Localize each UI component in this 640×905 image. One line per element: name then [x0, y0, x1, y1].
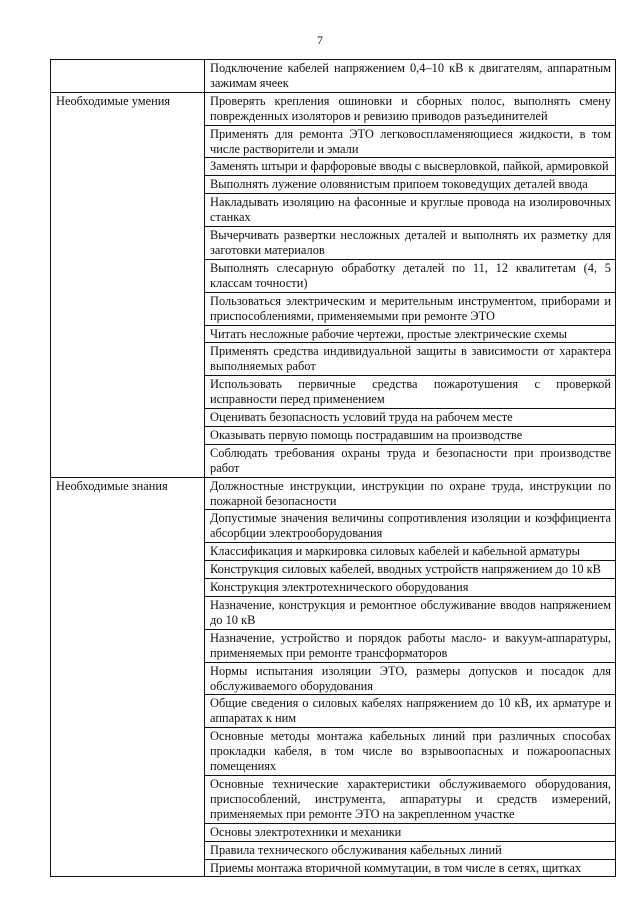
list-item: Применять для ремонта ЭТО легковоспламеняющиеся жидкости, в том числе растворители и эмали	[205, 126, 615, 159]
list-item: Пользоваться электрическим и мерительным инструментом, приборами и приспособлениями, применяемыми при ремонте ЭТО	[205, 293, 615, 326]
list-item: Накладывать изоляцию на фасонные и круглые провода на изолировочных станках	[205, 194, 615, 227]
requirements-table-body	[51, 60, 616, 877]
list-item: Конструкция силовых кабелей, вводных устройств напряжением до 10 кВ	[205, 561, 615, 579]
list-item: Допустимые значения величины сопротивления изоляции и коэффициента абсорбции электрооборудования	[205, 510, 615, 543]
list-item: Оказывать первую помощь пострадавшим на производстве	[205, 427, 615, 445]
row-label: Необходимые знания	[51, 477, 205, 877]
list-item: Основные технические характеристики обслуживаемого оборудования, приспособлений, инструмента, аппаратуры и средств измерений, применяемых при ремонте ЭТО на закрепленном участке	[205, 776, 615, 824]
list-item: Заменять штыри и фарфоровые вводы с высверловкой, пайкой, армировкой	[205, 158, 615, 176]
list-item: Назначение, конструкция и ремонтное обслуживание вводов напряжением до 10 кВ	[205, 597, 615, 630]
row-items	[205, 92, 616, 477]
list-item: Основные методы монтажа кабельных линий при различных способах прокладки кабеля, в том числе во взрывоопасных и пожароопасных помещениях	[205, 728, 615, 776]
list-item: Использовать первичные средства пожаротушения с проверкой исправности перед применением	[205, 376, 615, 409]
list-item: Нормы испытания изоляции ЭТО, размеры допусков и посадок для обслуживаемого оборудования	[205, 663, 615, 696]
row-label: Необходимые умения	[51, 92, 205, 477]
list-item: Основы электротехники и механики	[205, 824, 615, 842]
page-number: 7	[317, 33, 323, 47]
list-item: Должностные инструкции, инструкции по охране труда, инструкции по пожарной безопасности	[205, 478, 615, 511]
list-item: Классификация и маркировка силовых кабелей и кабельной арматуры	[205, 543, 615, 561]
list-item: Применять средства индивидуальной защиты в зависимости от характера выполняемых работ	[205, 343, 615, 376]
list-item: Выполнять лужение оловянистым припоем токоведущих деталей ввода	[205, 176, 615, 194]
table-row	[51, 60, 616, 93]
table-row	[51, 92, 616, 477]
row-items	[205, 477, 616, 877]
requirements-table	[50, 59, 616, 877]
row-label	[51, 60, 205, 93]
list-item: Проверять крепления ошиновки и сборных полос, выполнять смену поврежденных изоляторов и ревизию приводов разъединителей	[205, 93, 615, 126]
list-item: Конструкция электротехнического оборудования	[205, 579, 615, 597]
table-row	[51, 477, 616, 877]
list-item: Назначение, устройство и порядок работы масло- и вакуум-аппаратуры, применяемых при ремонте трансформаторов	[205, 630, 615, 663]
list-item: Приемы монтажа вторичной коммутации, в том числе в сетях, щитках	[210, 860, 582, 875]
list-item: Общие сведения о силовых кабелях напряжением до 10 кВ, их арматуре и аппаратах к ним	[205, 695, 615, 728]
list-item: Подключение кабелей напряжением 0,4–10 кВ к двигателям, аппаратным зажимам ячеек	[210, 61, 611, 90]
list-item: Оценивать безопасность условий труда на рабочем месте	[205, 409, 615, 427]
list-item: Соблюдать требования охраны труда и безопасности при производстве работ	[210, 445, 611, 475]
list-item: Выполнять слесарную обработку деталей по 11, 12 квалитетам (4, 5 классам точности)	[205, 260, 615, 293]
list-item: Правила технического обслуживания кабельных линий	[205, 842, 615, 860]
list-item: Читать несложные рабочие чертежи, простые электрические схемы	[205, 326, 615, 344]
row-items	[205, 60, 616, 93]
list-item: Вычерчивать развертки несложных деталей и выполнять их разметку для заготовки материалов	[205, 227, 615, 260]
